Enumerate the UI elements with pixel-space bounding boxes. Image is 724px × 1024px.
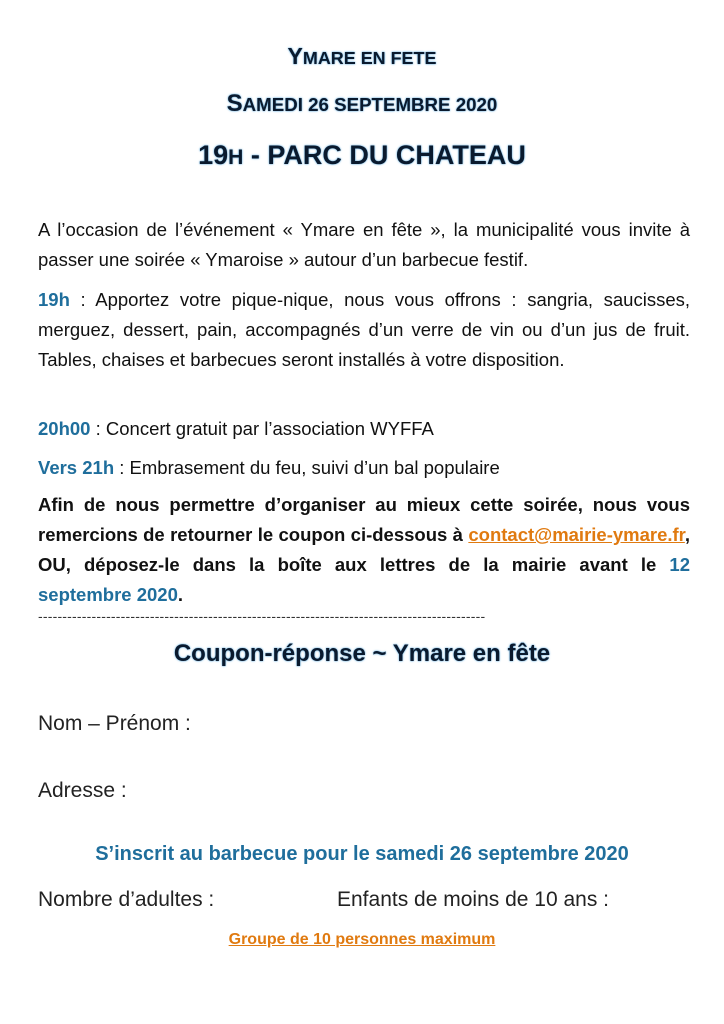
event-place: - PARC DU CHATEAU [243,140,526,170]
program-time: Vers 21h [38,457,115,478]
notice-text-2: , OU, déposez-le dans la boîte aux lettres de la mairie avant le [38,524,690,575]
event-time-hour: 19 [198,140,229,170]
coupon-title: Coupon-réponse ~ Ymare en fête [173,640,551,667]
notice-text: Afin de nous permettre d’organiser au mieux cette soirée, nous vous remercions de retourner le coupon ci-dessous à [38,494,690,545]
program-text: : Embrasement du feu, suivi d’un bal populaire [114,457,500,478]
event-date [0,90,724,118]
event-time-h: H [228,146,244,169]
address-field-label: Adresse : [38,779,127,802]
group-limit-note: Groupe de 10 personnes maximum [228,931,496,948]
program-text: : Concert gratuit par l’association WYFFA [90,418,434,439]
email-link[interactable]: contact@mairie-ymare.fr [468,524,685,545]
event-title-initial: Y [287,43,303,69]
name-field-label: Nom – Prénom : [38,712,191,735]
deadline-date: 12 septembre 2020 [38,554,690,605]
program-item-21h [38,453,690,483]
children-count-label: Enfants de moins de 10 ans : [337,888,610,911]
event-date-rest: AMEDI 26 SEPTEMBRE 2020 [242,94,498,115]
program-text: : Apportez votre pique-nique, nous vous offrons : sangria, saucisses, merguez, dessert, pain, accompagnés d’un verre de vin ou d’un jus de fruit. Tables, chaises et barbecues seront installés à votre disposition. [38,289,690,370]
event-title-rest: MARE EN FETE [302,48,437,68]
event-time-place [0,140,724,171]
program-time: 19h [38,289,70,310]
event-title [0,43,724,70]
signup-statement: S’inscrit au barbecue pour le samedi 26 septembre 2020 [95,843,629,865]
program-time: 20h00 [38,418,91,439]
adults-count-label: Nombre d’adultes : [38,888,215,911]
program-item-19h [38,285,690,375]
notice-end: . [177,584,184,605]
cut-line-separator: -------------------------------------------------------------------------------------------- [38,608,486,624]
intro-paragraph: A l’occasion de l’événement « Ymare en fête », la municipalité vous invite à passer une soirée « Ymaroise » autour d’un barbecue festif. [38,219,690,270]
program-item-20h [38,414,690,444]
notice-paragraph [38,490,690,610]
event-date-initial: S [226,90,243,117]
